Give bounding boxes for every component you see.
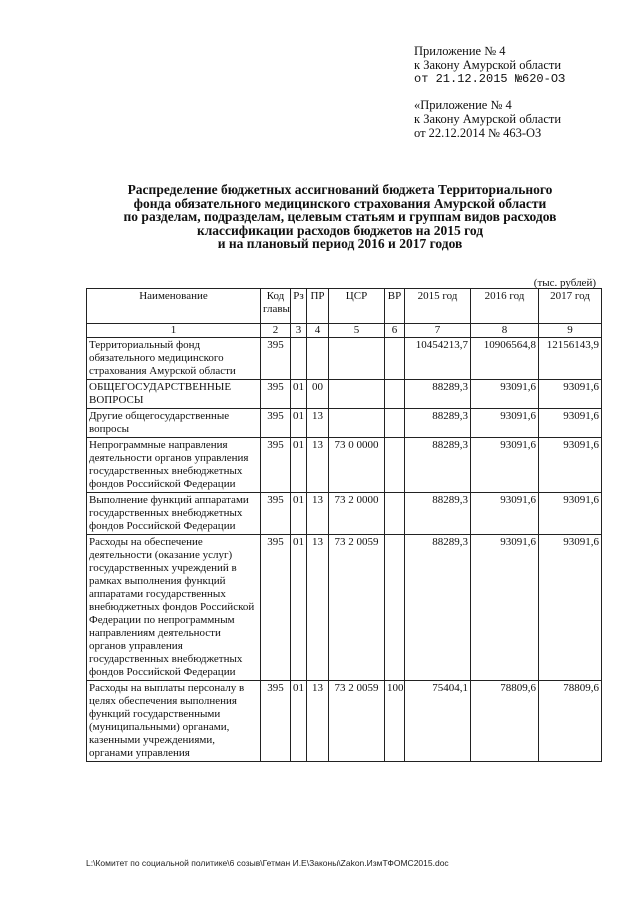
row-name: ОБЩЕГОСУДАРСТВЕННЫЕ ВОПРОСЫ bbox=[87, 380, 261, 409]
header-rz: Рз bbox=[291, 289, 307, 324]
table-row bbox=[87, 409, 602, 438]
column-number: 2 bbox=[261, 324, 291, 338]
row-csr bbox=[329, 380, 385, 409]
column-number: 8 bbox=[471, 324, 539, 338]
header-csr: ЦСР bbox=[329, 289, 385, 324]
row-pr: 13 bbox=[307, 493, 329, 535]
appendix-number: Приложение № 4 bbox=[414, 44, 506, 58]
row-pr: 13 bbox=[307, 681, 329, 762]
row-pr: 13 bbox=[307, 409, 329, 438]
row-2016: 93091,6 bbox=[471, 493, 539, 535]
table-row bbox=[87, 338, 602, 380]
row-rz: 01 bbox=[291, 380, 307, 409]
table-row bbox=[87, 535, 602, 681]
header-2017: 2017 год bbox=[539, 289, 602, 324]
row-2016: 93091,6 bbox=[471, 535, 539, 681]
row-2015: 88289,3 bbox=[405, 438, 471, 493]
row-2015: 10454213,7 bbox=[405, 338, 471, 380]
appendix-law: к Закону Амурской области bbox=[414, 112, 562, 126]
row-2017: 12156143,9 bbox=[539, 338, 602, 380]
row-2017: 93091,6 bbox=[539, 493, 602, 535]
row-code: 395 bbox=[261, 493, 291, 535]
row-2015: 88289,3 bbox=[405, 409, 471, 438]
column-number: 9 bbox=[539, 324, 602, 338]
appendix-law: к Закону Амурской области bbox=[414, 58, 562, 72]
row-code: 395 bbox=[261, 681, 291, 762]
table-row bbox=[87, 438, 602, 493]
row-pr: 13 bbox=[307, 535, 329, 681]
column-number: 3 bbox=[291, 324, 307, 338]
column-number-row bbox=[87, 324, 602, 338]
title-line: и на плановый период 2016 и 2017 годов bbox=[217, 236, 463, 251]
document-title bbox=[60, 183, 620, 251]
appendix-date: от 22.12.2014 № 463-ОЗ bbox=[414, 126, 542, 140]
row-name: Другие общегосударственные вопросы bbox=[87, 409, 261, 438]
row-2015: 75404,1 bbox=[405, 681, 471, 762]
title-line: фонда обязательного медицинского страхования Амурской области bbox=[133, 195, 547, 211]
row-vr bbox=[385, 493, 405, 535]
row-2016: 93091,6 bbox=[471, 438, 539, 493]
row-2015: 88289,3 bbox=[405, 535, 471, 681]
row-csr: 73 0 0000 bbox=[329, 438, 385, 493]
row-vr bbox=[385, 438, 405, 493]
row-pr: 00 bbox=[307, 380, 329, 409]
row-rz: 01 bbox=[291, 409, 307, 438]
row-2017: 93091,6 bbox=[539, 535, 602, 681]
row-2017: 93091,6 bbox=[539, 438, 602, 493]
column-number: 6 bbox=[385, 324, 405, 338]
row-2016: 93091,6 bbox=[471, 380, 539, 409]
row-2017: 93091,6 bbox=[539, 409, 602, 438]
row-rz: 01 bbox=[291, 535, 307, 681]
column-number: 4 bbox=[307, 324, 329, 338]
appendix-date: от 21.12.2015 №620-ОЗ bbox=[414, 72, 566, 86]
row-2016: 93091,6 bbox=[471, 409, 539, 438]
units-label: (тыс. рублей) bbox=[533, 277, 596, 289]
column-number: 7 bbox=[405, 324, 471, 338]
row-code: 395 bbox=[261, 338, 291, 380]
header-pr: ПР bbox=[307, 289, 329, 324]
row-2015: 88289,3 bbox=[405, 493, 471, 535]
row-code: 395 bbox=[261, 409, 291, 438]
row-pr: 13 bbox=[307, 438, 329, 493]
row-name: Расходы на обеспечение деятельности (оказание услуг) государственных учреждений в рамках выполнения функций аппаратами государственных внебюджетных фондов Российской Федерации по непрограммным направлениям деятельности органов управления государственных внебюджетных фондов Российской Федерации bbox=[87, 535, 261, 681]
row-vr bbox=[385, 338, 405, 380]
header-vr: ВР bbox=[385, 289, 405, 324]
title-line: по разделам, подразделам, целевым статьям и группам видов расходов bbox=[123, 209, 557, 224]
row-2016: 78809,6 bbox=[471, 681, 539, 762]
row-vr bbox=[385, 409, 405, 438]
row-csr bbox=[329, 409, 385, 438]
row-code: 395 bbox=[261, 535, 291, 681]
header-2016: 2016 год bbox=[471, 289, 539, 324]
row-rz: 01 bbox=[291, 681, 307, 762]
header-name: Наименование bbox=[87, 289, 261, 324]
row-code: 395 bbox=[261, 438, 291, 493]
row-csr bbox=[329, 338, 385, 380]
appendix-header-old bbox=[414, 98, 634, 140]
row-csr: 73 2 0059 bbox=[329, 535, 385, 681]
row-rz: 01 bbox=[291, 493, 307, 535]
column-number: 5 bbox=[329, 324, 385, 338]
row-rz bbox=[291, 338, 307, 380]
row-vr: 100 bbox=[385, 681, 405, 762]
column-number: 1 bbox=[87, 324, 261, 338]
table-row bbox=[87, 493, 602, 535]
row-name: Территориальный фонд обязательного медицинского страхования Амурской области bbox=[87, 338, 261, 380]
appendix-number: «Приложение № 4 bbox=[414, 98, 512, 112]
row-code: 395 bbox=[261, 380, 291, 409]
row-csr: 73 2 0059 bbox=[329, 681, 385, 762]
row-vr bbox=[385, 380, 405, 409]
row-2016: 10906564,8 bbox=[471, 338, 539, 380]
file-path-footer: L:\Комитет по социальной политике\6 созыв\Гетман И.Е\Законы\Zakon.ИзмТФОМС2015.doc bbox=[86, 858, 449, 868]
row-2017: 78809,6 bbox=[539, 681, 602, 762]
row-2017: 93091,6 bbox=[539, 380, 602, 409]
title-line: Распределение бюджетных ассигнований бюджета Территориального bbox=[127, 182, 553, 197]
appendix-header-new bbox=[414, 44, 634, 86]
header-code: Код главы bbox=[261, 289, 291, 324]
row-pr bbox=[307, 338, 329, 380]
row-name: Расходы на выплаты персоналу в целях обеспечения выполнения функций государственными (муниципальными) органами, казенными учреждениями, органами управления bbox=[87, 681, 261, 762]
row-vr bbox=[385, 535, 405, 681]
row-name: Непрограммные направления деятельности органов управления государственных внебюджетных фондов Российской Федерации bbox=[87, 438, 261, 493]
header-2015: 2015 год bbox=[405, 289, 471, 324]
table-row bbox=[87, 380, 602, 409]
table-row bbox=[87, 681, 602, 762]
budget-table bbox=[86, 288, 602, 762]
title-line: классификации расходов бюджетов на 2015 год bbox=[196, 222, 484, 238]
row-csr: 73 2 0000 bbox=[329, 493, 385, 535]
row-rz: 01 bbox=[291, 438, 307, 493]
header-row bbox=[87, 289, 602, 324]
row-name: Выполнение функций аппаратами государственных внебюджетных фондов Российской Федерации bbox=[87, 493, 261, 535]
row-2015: 88289,3 bbox=[405, 380, 471, 409]
